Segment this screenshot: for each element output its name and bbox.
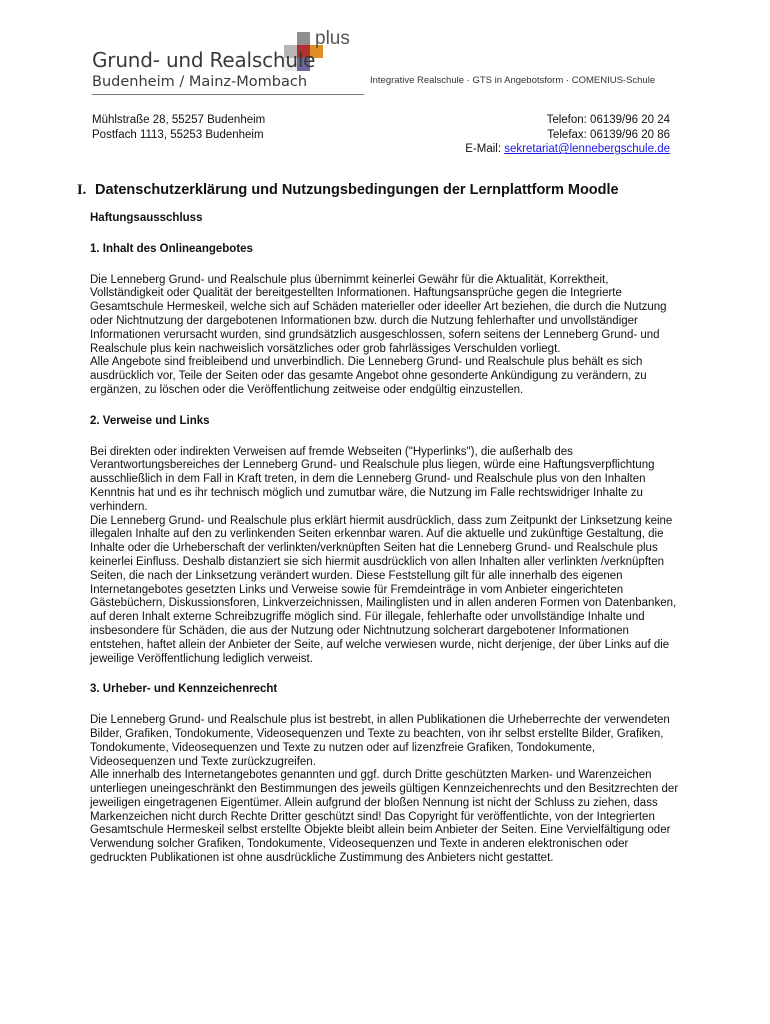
heading-number: I. — [77, 182, 87, 198]
section-2-paragraph-1: Bei direkten oder indirekten Verweisen auf fremde Webseiten ("Hyperlinks"), die außerhalb des Verantwortungsbereiches der Lenneberg Grund- und Realschule plus liegen, würde eine Haftungsverpflichtung ausschließlich in dem Fall in Kraft treten, in dem die Lenneberg Grund- und Realschule plus von den Inhalten Kenntnis hat und es ihr technisch möglich und zumutbar wäre, die Nutzung im Falle rechtswidriger Inhalte zu verhindern. — [90, 445, 655, 513]
school-logo — [92, 28, 372, 98]
section-2-title: 2. Verweise und Links — [90, 414, 210, 427]
section-1-title: 1. Inhalt des Onlineangebotes — [90, 242, 253, 255]
email-label: E-Mail: — [465, 143, 505, 155]
section-1-paragraph-1: Die Lenneberg Grund- und Realschule plus übernimmt keinerlei Gewähr für die Aktualität, Korrektheit, Vollständigkeit oder Qualität der bereitgestellten Informationen. Haftungsansprüche gegen die Integrierte Gesamtschule Hermeskeil, welche sich auf Schäden materieller oder ideeller Art beziehen, die durch die Nutzung oder Nichtnutzung der dargebotenen Informationen bzw. durch die Nutzung fehlerhafter und unvollständiger Informationen verursacht wurden, sind grundsätzlich ausgeschlossen, sofern seitens der Lenneberg Grund- und Realschule plus kein nachweislich vorsätzliches oder grob fahrlässiges Verschulden vorliegt. — [90, 273, 667, 355]
section-2-paragraph-2: Die Lenneberg Grund- und Realschule plus erklärt hiermit ausdrücklich, dass zum Zeitpunkt der Linksetzung keine illegalen Inhalte auf den zu verlinkenden Seiten erkennbar waren. Auf die aktuelle und zukünftige Gestaltung, die Inhalte oder die Urheberschaft der verlinkten/verknüpften Seiten hat die Lenneberg Grund- und Realschule plus keinerlei Einfluss. Deshalb distanziert sie sich hiermit ausdrücklich von allen Inhalten aller verlinkten /verknüpften Seiten, die nach der Linksetzung verändert wurden. Diese Feststellung gilt für alle innerhalb des eigenen Internetangebotes gesetzten Links und Verweise sowie für Fremdeinträge in vom Anbieter eingerichteten Gästebüchern, Diskussionsforen, Linkverzeichnissen, Mailinglisten und in allen anderen Formen von Datenbanken, auf deren Inhalt externe Schreibzugriffe möglich sind. Für illegale, fehlerhafte oder unvollständige Inhalte und insbesondere für Schäden, die aus der Nutzung oder Nichtnutzung solcherart dargebotener Informationen entstehen, haftet allein der Anbieter der Seite, auf welche verwiesen wurde, nicht derjenige, der über Links auf die jeweilige Veröffentlichung lediglich verweist. — [90, 514, 677, 665]
logo-square-top — [297, 32, 310, 45]
postal-address — [92, 113, 265, 142]
fax-number: Telefax: 06139/96 20 86 — [547, 128, 670, 141]
section-3-paragraph-2: Alle innerhalb des Internetangebotes genannten und ggf. durch Dritte geschützten Marken- und Warenzeichen unterliegen uneingeschränkt den Bestimmungen des jeweils gültigen Kennzeichenrechts und den Besitzrechten der jeweiligen eingetragenen Eigentümer. Allein aufgrund der bloßen Nennung ist nicht der Schluss zu ziehen, dass Markenzeichen nicht durch Rechte Dritter geschützt sind! Das Copyright für veröffentlichte, von der Integrierten Gesamtschule Hermeskeil selbst erstellte Objekte bleibt allein beim Anbieter der Seiten. Eine Vervielfältigung oder Verwendung solcher Grafiken, Tondokumente, Videosequenzen und Texte in anderen elektronischen oder gedruckten Publikationen ist ohne ausdrückliche Zustimmung des Anbieters nicht gestattet. — [90, 769, 679, 865]
subheading-disclaimer: Haftungsausschluss — [90, 212, 203, 224]
document-heading — [77, 180, 682, 200]
email-line — [465, 142, 670, 157]
section-3-title: 3. Urheber- und Kennzeichenrecht — [90, 683, 278, 696]
section-3-paragraph-1: Die Lenneberg Grund- und Realschule plus ist bestrebt, in allen Publikationen die Urheberrechte der verwendeten Bilder, Grafiken, Tondokumente, Videosequenzen und Texte zu beachten, von ihr selbst erstellte Bilder, Grafiken, Tondokumente, Videosequenzen und Texte zu nutzen oder auf lizenzfreie Grafiken, Tondokumente, Videosequenzen und Texte zurückzugreifen. — [90, 714, 670, 768]
section-1-paragraph-2: Alle Angebote sind freibleibend und unverbindlich. Die Lenneberg Grund- und Realschule plus behält es sich ausdrücklich vor, Teile der Seiten oder das gesamte Angebot ohne gesonderte Ankündigung zu verändern, zu ergänzen, zu löschen oder die Veröffentlichung zeitweise oder endgültig einzustellen. — [90, 356, 647, 396]
street-address: Mühlstraße 28, 55257 Budenheim — [92, 114, 266, 126]
school-tagline: Integrative Realschule · GTS in Angebotsform · COMENIUS-Schule — [370, 75, 656, 86]
school-name: Grund- und Realschule — [92, 48, 316, 72]
postbox-address: Postfach 1113, 55253 Budenheim — [92, 128, 264, 141]
logo-plus: plus — [315, 28, 350, 49]
heading-text: Datenschutzerklärung und Nutzungsbedingungen der Lernplattform Moodle — [95, 182, 619, 198]
school-location: Budenheim / Mainz-Mombach — [92, 74, 308, 90]
document-body — [77, 180, 682, 883]
contact-info — [465, 113, 670, 157]
logo-divider — [92, 94, 364, 95]
email-link[interactable]: sekretariat@lennebergschule.de — [504, 143, 670, 155]
phone-number: Telefon: 06139/96 20 24 — [546, 114, 670, 126]
